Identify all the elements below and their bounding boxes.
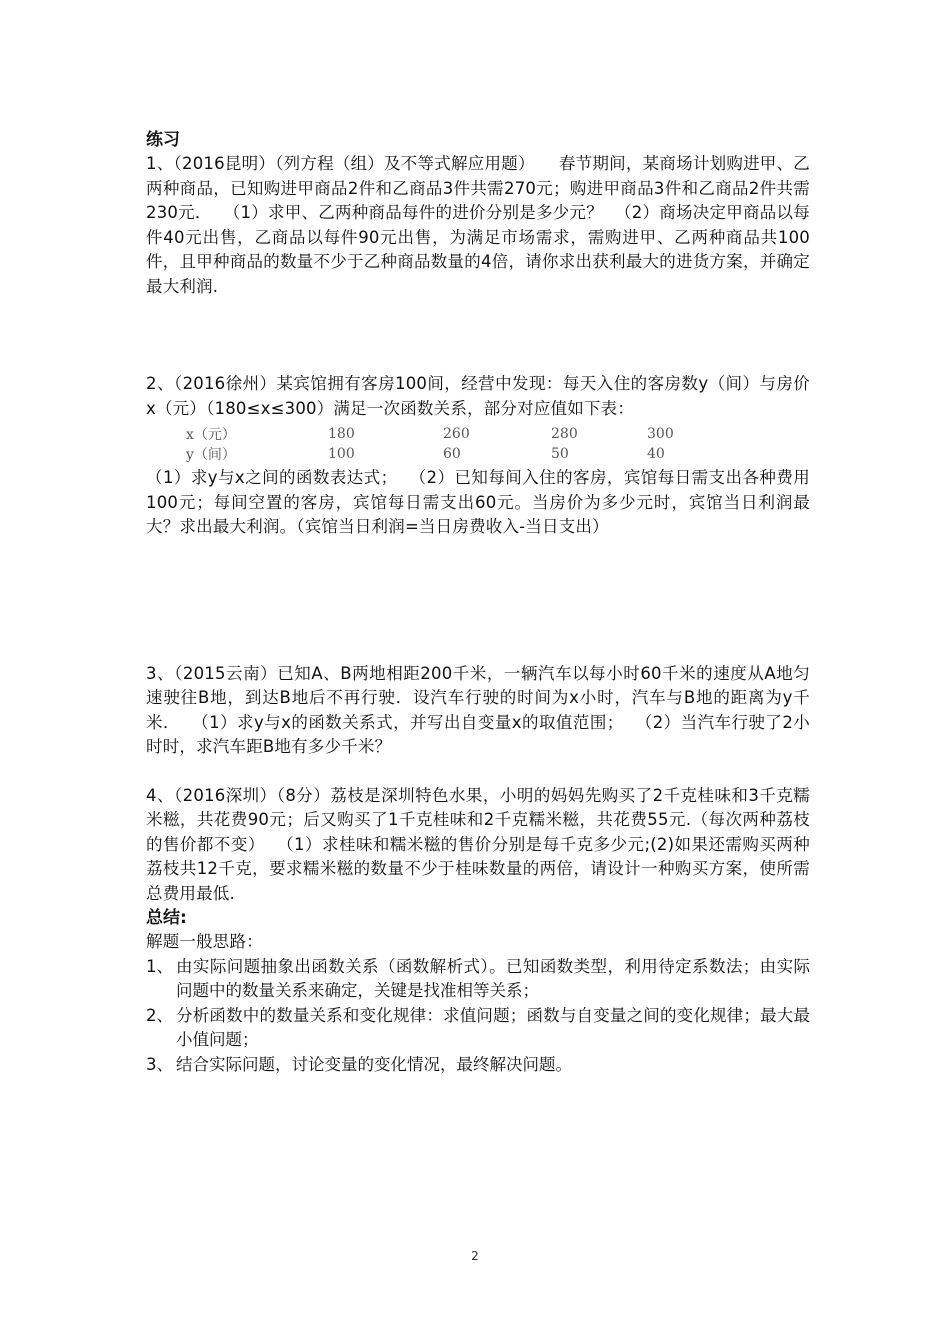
page-content (146, 128, 810, 1077)
problem-2-number: 2、 (146, 374, 174, 393)
value-table (186, 424, 810, 464)
table-cell: 280 (551, 426, 578, 442)
problem-4-question-1: （1）求桂味和糯米糍的售价分别是每千克多少元; (276, 834, 651, 854)
problem-1-number: 1、 (146, 154, 174, 173)
problem-1-question-1: （1）求甲、乙两种商品每件的进价分别是多少元？ (223, 203, 603, 222)
problem-1-question-2: （2）商场决定甲商品以每件40元出售，乙商品以每件90元出售，为满足市场需求，需购进甲、乙两种商品共100件，且甲种商品的数量不少于乙种商品数量的4倍，请你求出获利最大的进货方案，并确定最大利润. (146, 203, 810, 296)
table-cell: y（间） (186, 447, 236, 463)
problem-2-body: 某宾馆拥有客房100间，经营中发现：每天入住的客房数y（间）与房价x（元）（180≤x≤300）满足一次函数关系，部分对应值如下表： (146, 374, 811, 418)
list-item-text: 由实际问题抽象出函数关系（函数解析式）。已知函数类型，利用待定系数法；由实际问题中的数量关系来确定，关键是找准相等关系； (176, 956, 810, 1000)
table-cell: 260 (443, 426, 470, 442)
problem-2-questions (146, 466, 810, 540)
problem-4-body: 荔枝是深圳特色水果，小明的妈妈先购买了2千克桂味和3千克糯米糍，共花费90元；后又购买了1千克桂味和2千克糯米糍，共花费55元.（每次两种荔枝的售价都不变） (146, 785, 811, 854)
table-cell: 180 (328, 426, 355, 442)
problem-3-body: 已知A、B两地相距200千米，一辆汽车以每小时60千米的速度从A地匀速驶往B地，到达B地后不再行驶．设汽车行驶的时间为x小时，汽车与B地的距离为y千米． (146, 663, 810, 732)
problem-3-question-2: （2）当汽车行驶了2小时时，求汽车距B地有多少千米？ (146, 712, 810, 756)
problem-2 (146, 372, 810, 421)
list-item (146, 955, 810, 1004)
problem-4 (146, 784, 810, 907)
table-cell: 60 (443, 446, 461, 462)
problem-1 (146, 152, 810, 299)
page-number: 2 (471, 1249, 479, 1263)
table-row-y (186, 444, 810, 464)
problem-4-question-2: (2)如果还需购买两种荔枝共12千克，要求糯米糍的数量不少于桂味数量的两倍，请设计一种购买方案，使所需总费用最低. (146, 834, 810, 903)
list-item (146, 1053, 810, 1078)
list-item-number: 1、 (146, 956, 173, 976)
table-cell: 300 (647, 426, 674, 442)
list-item-number: 2、 (146, 1005, 173, 1025)
list-item (146, 1004, 810, 1053)
table-cell: 40 (647, 446, 665, 462)
summary-title: 总结: (146, 908, 187, 928)
list-item-number: 3、 (146, 1054, 173, 1074)
problem-4-number: 4、 (146, 785, 174, 805)
problem-3-number: 3、 (146, 663, 175, 683)
problem-2-question-2: （2）已知每间入住的客房，宾馆每日需支出各种费用100元；每间空置的客房，宾馆每日需支出60元。当房价为多少元时，宾馆当日利润最大？求出最大利润。（宾馆当日利润=当日房费收入-当日支出） (146, 468, 810, 536)
problem-3-question-1: （1）求y与x的函数关系式，并写出自变量x的取值范围； (191, 712, 624, 732)
problem-3-source: （2015云南） (174, 663, 278, 683)
table-cell: x（元） (186, 427, 236, 443)
problem-2-question-1: （1）求y与x之间的函数表达式； (146, 468, 398, 487)
section-title: 练习 (146, 130, 180, 150)
problem-1-source: （2016昆明）（列方程（组）及不等式解应用题） (173, 154, 535, 173)
summary-intro: 解题一般思路： (146, 932, 263, 951)
problem-2-source: （2016徐州） (173, 374, 277, 393)
table-cell: 50 (551, 446, 569, 462)
list-item-text: 分析函数中的数量关系和变化规律：求值问题；函数与自变量之间的变化规律；最大最小值问题； (176, 1005, 810, 1049)
list-item-text: 结合实际问题，讨论变量的变化情况，最终解决问题。 (176, 1054, 572, 1074)
table-row-x (186, 424, 810, 444)
table-cell: 100 (328, 446, 355, 462)
problem-1-body: 春节期间，某商场计划购进甲、乙两种商品，已知购进甲商品2件和乙商品3件共需270元；购进甲商品3件和乙商品2件共需230元． (146, 154, 811, 222)
problem-3 (146, 662, 810, 760)
problem-4-source: （2016深圳）（8分） (173, 785, 331, 805)
